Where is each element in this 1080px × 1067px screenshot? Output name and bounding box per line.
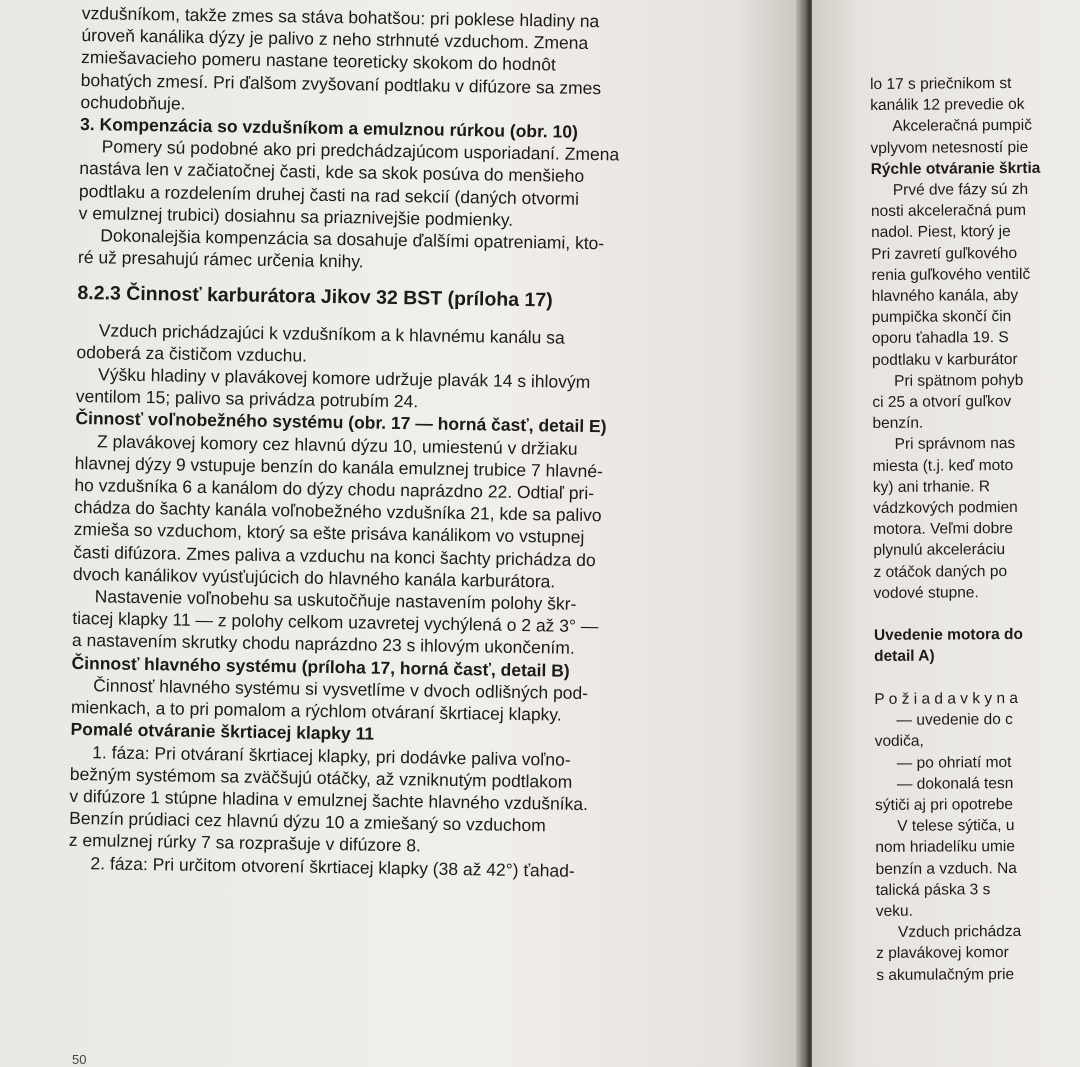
text-line: talická páska 3 s	[875, 880, 991, 899]
text-line: Pomery sú podobné ako pri predchádzajúcom usporiadaní. Zmena	[101, 136, 620, 165]
text-line: miesta (t.j. keď moto	[872, 456, 1014, 475]
text-line: časti difúzora. Zmes paliva a vzduchu na konci šachty prichádza do	[73, 541, 596, 570]
right-page-text	[870, 72, 1080, 986]
left-page-text	[68, 2, 782, 885]
text-line: nastáva len v začiatočnej časti, kde sa skok posúva do menšieho	[79, 158, 585, 187]
text-line: vodiča,	[874, 732, 924, 751]
text-line: motora. Veľmi dobre	[873, 520, 1014, 539]
text-line: Vzduch prichádza	[897, 923, 1022, 941]
text-line: Akceleračná pumpič	[892, 117, 1033, 136]
text-line: Z plavákovej komory cez hlavnú dýzu 10, umiestenú v držiaku	[96, 430, 578, 459]
text-line: zmiešavacieho pomeru nastane teoreticky skokom do hodnôt	[80, 47, 556, 75]
text-line: V telese sýtiča, u	[897, 817, 1015, 835]
text-line: tiacej klapky 11 — z polohy celkom uzavretej vychýlená o 2 až 3° —	[72, 608, 599, 637]
text-line: benzín.	[872, 414, 924, 433]
text-line: ré už presahujú rámec určenia knihy.	[77, 247, 364, 272]
text-line: — dokonalá tesn	[896, 774, 1014, 793]
text-line: 2. fáza: Pri určitom otvorení škrtiacej klapky (38 až 42°) ťahad-	[90, 852, 575, 881]
text-line: chádza do šachty kanála voľnobežného vzdušníka 21, kde sa palivo	[73, 497, 602, 526]
text-line: vádzkových podmien	[872, 499, 1018, 518]
text-line: Prvé dve fázy sú zh	[892, 180, 1029, 199]
text-line: z emulznej rúrky 7 sa rozprašuje v difúzore 8.	[68, 830, 422, 856]
text-line: Vzduch prichádzajúci k vzdušníkom a k hlavnému kanálu sa	[98, 319, 565, 348]
text-line: s akumulačným prie	[876, 965, 1015, 984]
subheading: Činnosť voľnobežného systému (obr. 17 — horná časť, detail E)	[75, 408, 607, 437]
page-number: 50	[72, 1052, 87, 1067]
text-line: podtlaku a rozdelením druhej časti na rad sekcií (daných otvormi	[78, 180, 580, 209]
subheading: 3. Kompenzácia so vzdušníkom a emulznou rúrkou (obr. 10)	[79, 114, 579, 142]
text-line: P o ž i a d a v k y n a	[874, 689, 1019, 708]
text-line: 1. fáza: Pri otváraní škrtiacej klapky, pri dodávke paliva voľno-	[92, 741, 571, 770]
text-line: lo 17 s priečnikom st	[870, 75, 1012, 93]
text-line: vplyvom netesností pie	[870, 138, 1029, 157]
text-line: odoberá za čističom vzduchu.	[76, 341, 308, 366]
text-line: nosti akceleračná pum	[870, 202, 1027, 221]
text-line: veku.	[875, 902, 913, 920]
text-line	[874, 602, 1080, 625]
text-line: Činnosť hlavného systému si vysvetlíme v dvoch odlišných pod-	[93, 675, 589, 703]
subheading: Činnosť hlavného systému (príloha 17, horná časť, detail B)	[71, 652, 570, 681]
text-line: v emulznej trubici) dosiahnu sa priaznivejšie podmienky.	[78, 202, 514, 230]
text-line: kanálik 12 prevedie ok	[870, 96, 1025, 115]
text-line: Pri zavretí guľkového	[871, 244, 1018, 263]
text-line: benzín a vzduch. Na	[875, 859, 1017, 878]
text-line: Pri správnom nas	[894, 435, 1016, 454]
text-line: nom hriadelíku umie	[875, 838, 1016, 857]
text-line: mienkach, a to pri pomalom a rýchlom otváraní škrtiacej klapky.	[70, 697, 562, 725]
text-line: úroveň kanálika dýzy je palivo z neho strhnuté vzduchom. Zmena	[81, 25, 589, 54]
text-line: ky) ani trhanie. R	[872, 478, 991, 496]
text-line: hlavného kanála, aby	[871, 287, 1019, 306]
text-line: z plavákovej komor	[876, 944, 1009, 963]
text-line: Benzín prúdiaci cez hlavnú dýzu 10 a zmiešaný so vzduchom	[69, 808, 546, 836]
subheading: Rýchle otváranie škrtia	[870, 159, 1041, 178]
text-line: ochudobňuje.	[80, 91, 186, 114]
text-line: Dokonalejšia kompenzácia sa dosahuje ďalšími opatreniami, kto-	[100, 225, 605, 254]
subheading: detail A)	[874, 648, 935, 666]
text-line: renia guľkového ventilč	[871, 265, 1031, 284]
text-line: podtlaku v karburátor	[871, 350, 1018, 369]
text-line: ho vzdušníka 6 a kanálom do dýzy chodu naprázdno 22. Odtiaľ pri-	[74, 475, 595, 504]
text-line: z otáčok daných po	[873, 562, 1008, 581]
text-line: vzdušníkom, takže zmes sa stáva bohatšou: pri poklese hladiny na	[81, 2, 600, 32]
text-line: oporu ťahadla 19. S	[871, 329, 1009, 348]
right-page	[812, 0, 1080, 1067]
text-line: hlavnej dýzy 9 vstupuje benzín do kanála emulznej trubice 7 hlavné-	[74, 452, 604, 482]
text-line: a nastavením skrutky chodu naprázdno 23 s ihlovým ukončením.	[71, 630, 575, 659]
text-line: pumpička skončí čin	[871, 308, 1012, 327]
text-line: Pri spätnom pohyb	[894, 371, 1024, 390]
text-line: Výšku hladiny v plavákovej komore udržuje plavák 14 s ihlovým	[97, 364, 591, 393]
text-line: — po ohriatí mot	[896, 753, 1012, 772]
text-line: nadol. Piest, ktorý je	[871, 223, 1011, 242]
text-line: ci 25 a otvorí guľkov	[872, 393, 1012, 412]
text-line: zmieša so vzduchom, ktorý sa ešte prisáva kanálikom vo vstupnej	[73, 519, 585, 548]
text-line: sýtiči aj pri opotrebe	[875, 795, 1014, 814]
text-line: plynulú akceleráciu	[873, 541, 1006, 560]
subheading: Pomalé otváranie škrtiacej klapky 11	[70, 719, 375, 744]
text-line: v difúzore 1 stúpne hladina v emulznej šachte hlavného vzdušníka.	[69, 785, 589, 814]
text-line: bežným systémom sa zväčšujú otáčky, až vzniknutým podtlakom	[69, 763, 573, 792]
subheading: Uvedenie motora do	[873, 626, 1023, 645]
text-line: bohatých zmesí. Pri ďalšom zvyšovaní podtlaku v difúzore sa zmes	[80, 69, 602, 98]
text-line: ventilom 15; palivo sa privádza potrubím 24.	[75, 386, 419, 412]
text-line: — uvedenie do c	[896, 711, 1013, 729]
section-heading: 8.2.3 Činnosť karburátora Jikov 32 BST (príloha 17)	[77, 282, 553, 312]
text-line: dvoch kanálikov vyúsťujúcich do hlavného kanála karburátora.	[72, 563, 556, 592]
text-line	[874, 666, 1080, 689]
text-line: Nastavenie voľnobehu sa uskutočňuje nastavením polohy škr-	[94, 586, 577, 614]
text-line: vodové stupne.	[873, 584, 979, 602]
